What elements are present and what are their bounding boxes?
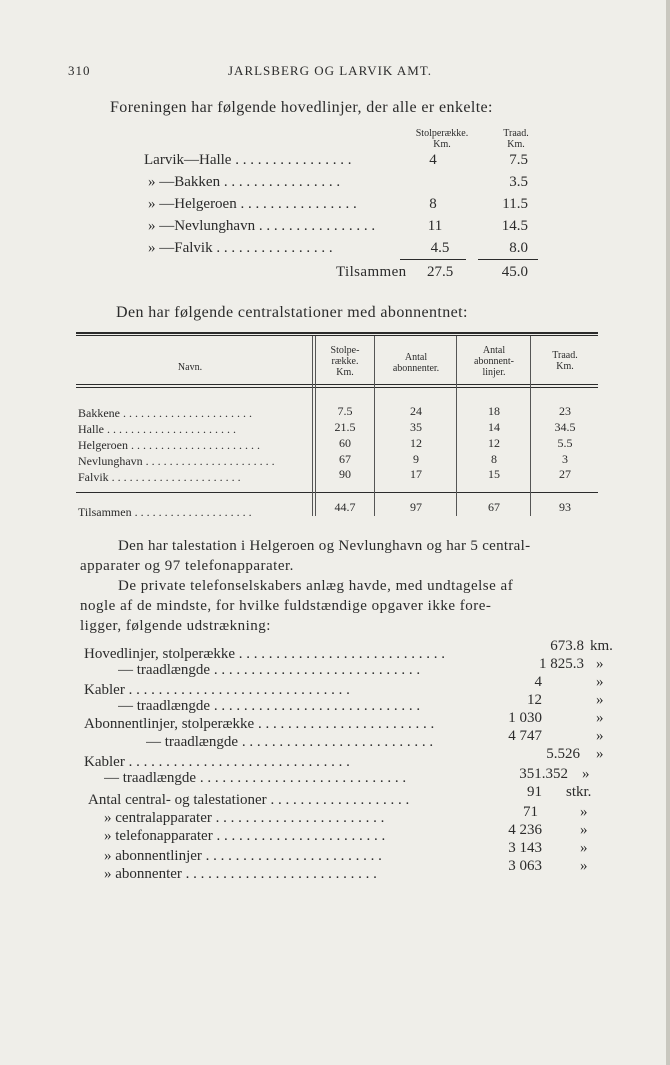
lines-row-5-traad: 8.0 xyxy=(509,240,528,256)
table-vline-3 xyxy=(456,336,457,516)
table-row-2-traad: 34.5 xyxy=(554,420,576,434)
th-abonnenter: Antal abonnenter. xyxy=(392,352,440,374)
table-row-5-abon: 17 xyxy=(410,467,422,481)
summary-row-10-unit: » xyxy=(580,804,588,820)
lines-row-3-name: » —Helgeroen . . . . . . . . . . . . . . . . xyxy=(148,196,357,212)
table-total-stolpe: 44.7 xyxy=(334,500,356,514)
table-row-3-traad: 5.5 xyxy=(557,436,573,450)
lines-col-traad-head: Traad. Km. xyxy=(503,128,529,150)
table-total-rule xyxy=(76,492,598,493)
lines-row-4-traad: 14.5 xyxy=(501,218,528,234)
summary-row-12-value: 3 143 xyxy=(508,840,542,856)
table-row-4-linjer: 8 xyxy=(491,452,497,466)
table-total-navn: Tilsammen . . . . . . . . . . . . . . . . . . . . xyxy=(78,505,252,519)
summary-row-1-unit: km. xyxy=(590,638,613,654)
table-top-rule xyxy=(76,332,598,334)
summary-row-5-value: 1 030 xyxy=(508,710,542,726)
summary-row-9-unit: stkr. xyxy=(566,784,592,800)
page-edge-shadow xyxy=(666,0,670,1065)
lines-row-3-stolpe: 8 xyxy=(429,196,437,212)
lines-sum-rule-2 xyxy=(478,259,538,260)
table-row-1-abon: 24 xyxy=(410,404,422,418)
lines-row-1-stolpe: 4 xyxy=(429,152,437,168)
table-row-1-stolpe: 7.5 xyxy=(337,404,353,418)
th-navn: Navn. xyxy=(177,362,203,373)
table-row-4-navn: Nevlunghavn . . . . . . . . . . . . . . . . . . . . . . xyxy=(78,454,275,468)
lines-row-2-traad: 3.5 xyxy=(509,174,528,190)
page-number: 310 xyxy=(68,63,91,78)
paragraph-2-line-3: ligger, følgende udstrækning: xyxy=(80,618,271,634)
summary-row-1-label: Hovedlinjer, stolperække . . . . . . . . . . . . . . . . . . . . . . . . . . . . xyxy=(84,646,446,662)
summary-row-13-unit: » xyxy=(580,858,588,874)
table-total-traad: 93 xyxy=(559,500,571,514)
table-row-1-traad: 23 xyxy=(559,404,571,418)
table-row-3-navn: Helgeroen . . . . . . . . . . . . . . . . . . . . . . xyxy=(78,438,260,452)
paragraph-1-line-2: apparater og 97 telefonapparater. xyxy=(80,558,294,574)
table-total-linjer: 67 xyxy=(488,500,500,514)
lines-row-1-traad: 7.5 xyxy=(509,152,528,168)
table-vline-1 xyxy=(312,336,313,516)
summary-row-6-value: 4 747 xyxy=(508,728,542,744)
summary-row-3-value: 4 xyxy=(534,674,542,690)
th-traad: Traad. Km. xyxy=(552,350,578,372)
table-vline-2 xyxy=(374,336,375,516)
summary-row-13-label: » abonnenter . . . . . . . . . . . . . . . . . . . . . . . . . . xyxy=(104,866,377,882)
running-title: JARLSBERG OG LARVIK AMT. xyxy=(228,63,433,78)
summary-row-11-label: » telefonapparater . . . . . . . . . . . . . . . . . . . . . . . xyxy=(104,828,386,844)
lines-col-stolpe-head: Stolperække. Km. xyxy=(415,128,469,150)
summary-row-11-unit: » xyxy=(580,822,588,838)
th-stolpe: Stolpe- række. Km. xyxy=(330,345,360,378)
table-row-3-abon: 12 xyxy=(410,436,422,450)
table-row-1-navn: Bakkene . . . . . . . . . . . . . . . . . . . . . . xyxy=(78,406,252,420)
table-row-4-traad: 3 xyxy=(562,452,568,466)
summary-row-13-value: 3 063 xyxy=(508,858,542,874)
summary-row-6-unit: » xyxy=(596,728,604,744)
summary-row-2-value: 1 825.3 xyxy=(539,656,584,672)
summary-row-8-label: — traadlængde . . . . . . . . . . . . . . . . . . . . . . . . . . . . xyxy=(104,770,407,786)
table-row-5-traad: 27 xyxy=(559,467,571,481)
intro-text: Foreningen har følgende hovedlinjer, der alle er enkelte: xyxy=(110,99,493,116)
table-row-5-linjer: 15 xyxy=(488,467,500,481)
table-row-5-navn: Falvik . . . . . . . . . . . . . . . . . . . . . . xyxy=(78,470,241,484)
table-total-abon: 97 xyxy=(410,500,422,514)
summary-row-4-unit: » xyxy=(596,692,604,708)
lines-row-5-name: » —Falvik . . . . . . . . . . . . . . . . xyxy=(148,240,333,256)
table-vline-4 xyxy=(530,336,531,516)
summary-row-2-label: — traadlængde . . . . . . . . . . . . . . . . . . . . . . . . . . . . xyxy=(118,662,421,678)
lines-row-4-name: » —Nevlunghavn . . . . . . . . . . . . . . . . xyxy=(148,218,376,234)
lines-row-3-traad: 11.5 xyxy=(502,196,528,212)
summary-row-4-value: 12 xyxy=(527,692,542,708)
table-row-1-linjer: 18 xyxy=(488,404,500,418)
summary-row-12-unit: » xyxy=(580,840,588,856)
table-top-rule-thin xyxy=(76,335,598,336)
lines-sum-rule-1 xyxy=(400,259,466,260)
summary-row-7-unit: » xyxy=(596,746,604,762)
paragraph-1-line-1: Den har talestation i Helgeroen og Nevlunghavn og har 5 central- xyxy=(118,538,531,554)
summary-row-5-unit: » xyxy=(596,710,604,726)
lines-total-label: Tilsammen xyxy=(336,264,407,280)
lines-row-1-name: Larvik—Halle . . . . . . . . . . . . . . . . xyxy=(144,152,352,168)
table-row-3-stolpe: 60 xyxy=(339,436,351,450)
table-header-rule-thin xyxy=(76,387,598,388)
table-row-5-stolpe: 90 xyxy=(339,467,351,481)
paragraph-2-line-1: De private telefonselskabers anlæg havde, med undtagelse af xyxy=(118,578,514,594)
table-row-2-stolpe: 21.5 xyxy=(334,420,356,434)
summary-row-10-value: 71 xyxy=(523,804,538,820)
summary-row-9-label: Antal central- og talestationer . . . . . . . . . . . . . . . . . . . xyxy=(88,792,410,808)
table-row-4-abon: 9 xyxy=(413,452,419,466)
summary-row-11-value: 4 236 xyxy=(508,822,542,838)
summary-row-10-label: » centralapparater . . . . . . . . . . . . . . . . . . . . . . . xyxy=(104,810,385,826)
summary-row-4-label: — traadlængde . . . . . . . . . . . . . . . . . . . . . . . . . . . . xyxy=(118,698,421,714)
table-row-4-stolpe: 67 xyxy=(339,452,351,466)
lines-row-5-stolpe: 4.5 xyxy=(430,240,450,256)
stations-intro: Den har følgende centralstationer med abonnentnet: xyxy=(116,304,468,321)
table-row-3-linjer: 12 xyxy=(488,436,500,450)
summary-row-5-label: Abonnentlinjer, stolperække . . . . . . . . . . . . . . . . . . . . . . . . xyxy=(84,716,435,732)
lines-total-traad: 45.0 xyxy=(501,264,528,280)
table-row-2-abon: 35 xyxy=(410,420,422,434)
summary-row-1-value: 673.8 xyxy=(550,638,584,654)
summary-row-12-label: » abonnentlinjer . . . . . . . . . . . . . . . . . . . . . . . . xyxy=(104,848,382,864)
table-row-2-linjer: 14 xyxy=(488,420,500,434)
summary-row-7-label: Kabler . . . . . . . . . . . . . . . . . . . . . . . . . . . . . . xyxy=(84,754,350,770)
summary-row-7-value: 5.526 xyxy=(546,746,580,762)
summary-row-3-unit: » xyxy=(596,674,604,690)
lines-total-stolpe: 27.5 xyxy=(427,264,454,280)
lines-row-4-stolpe: 11 xyxy=(427,218,443,234)
summary-row-3-label: Kabler . . . . . . . . . . . . . . . . . . . . . . . . . . . . . . xyxy=(84,682,350,698)
lines-row-2-name: » —Bakken . . . . . . . . . . . . . . . . xyxy=(148,174,341,190)
summary-row-9-value: 91 xyxy=(527,784,542,800)
summary-row-2-unit: » xyxy=(596,656,604,672)
summary-row-6-label: — traadlængde . . . . . . . . . . . . . . . . . . . . . . . . . . xyxy=(146,734,434,750)
table-row-2-navn: Halle . . . . . . . . . . . . . . . . . . . . . . xyxy=(78,422,236,436)
summary-row-8-unit: » xyxy=(582,766,590,782)
th-linjer: Antal abonnent- linjer. xyxy=(474,345,514,378)
paragraph-2-line-2: nogle af de mindste, for hvilke fuldstændige opgaver ikke fore- xyxy=(80,598,492,614)
summary-row-8-value: 351.352 xyxy=(519,766,568,782)
table-header-rule xyxy=(76,384,598,385)
